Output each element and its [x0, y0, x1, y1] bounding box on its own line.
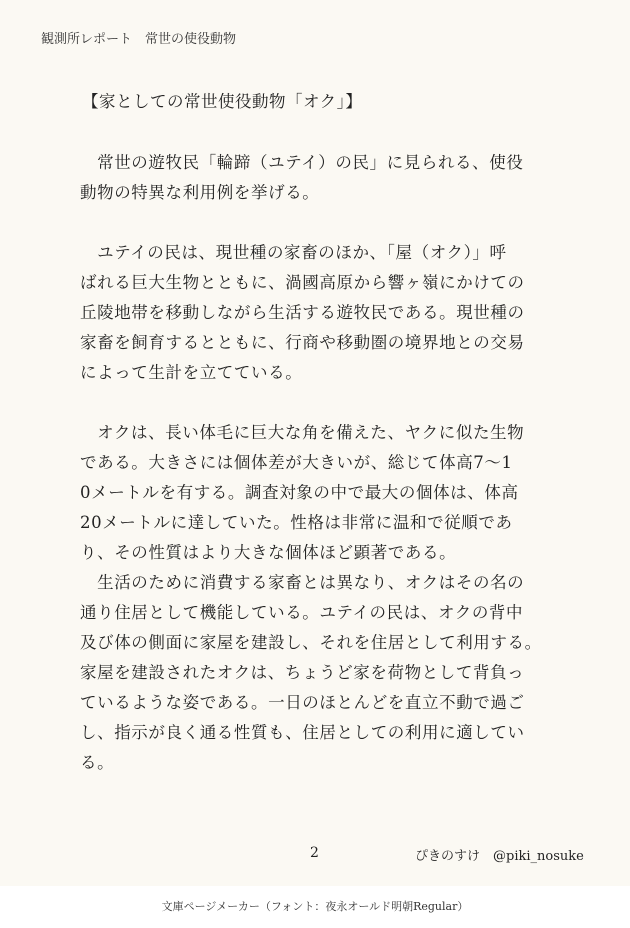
text-line: である。大きさには個体差が大きいが、総じて体高7〜1 — [80, 453, 513, 472]
text-line: 動物の特異な利用例を挙げる。 — [80, 183, 320, 202]
text-line: 常世の遊牧民「輪蹄（ユテイ）の民」に見られる、使役 — [80, 153, 524, 172]
text-line: 丘陵地帯を移動しながら生活する遊牧民である。現世種の — [80, 303, 525, 322]
text-line: 家畜を飼育するとともに、行商や移動圏の境界地との交易 — [80, 333, 525, 352]
report-header: 観測所レポート 常世の使役動物 — [41, 32, 237, 47]
body-text — [80, 148, 580, 778]
text-line: 及び体の側面に家屋を建設し、それを住居として利用する。 — [80, 633, 542, 652]
text-line: ユテイの民は、現世種の家畜のほか、「屋（オク）」呼 — [80, 243, 507, 262]
text-line: し、指示が良く通る性質も、住居としての利用に適してい — [80, 723, 525, 742]
text-line: ているような姿である。一日のほとんどを直立不動で過ご — [80, 693, 525, 712]
page-number: 2 — [310, 845, 319, 861]
text-line: 20メートルに達していた。性格は非常に温和で従順であ — [80, 513, 513, 532]
text-line: 家屋を建設されたオクは、ちょうど家を荷物として背負っ — [80, 663, 525, 682]
text-line: オクは、長い体毛に巨大な角を備えた、ヤクに似た生物 — [80, 423, 525, 442]
blank-line — [80, 208, 580, 238]
text-line: 通り住居として機能している。ユテイの民は、オクの背中 — [80, 603, 524, 622]
text-line: によって生計を立てている。 — [80, 363, 303, 382]
author-credit: ぴきのすけ @piki_nosuke — [415, 849, 584, 864]
text-line: ばれる巨大生物とともに、渦國高原から響ヶ嶺にかけての — [80, 273, 525, 292]
blank-line — [80, 388, 580, 418]
generator-credit: 文庫ページメーカー（フォント：夜永オールド明朝Regular） — [161, 900, 469, 913]
text-line: 生活のために消費する家畜とは異なり、オクはその名の — [80, 573, 525, 592]
text-line: 0メートルを有する。調査対象の中で最大の個体は、体高 — [80, 483, 519, 502]
section-title: 【家としての常世使役動物「オク」】 — [82, 92, 363, 111]
text-line: り、その性質はより大きな個体ほど顕著である。 — [80, 543, 457, 562]
text-line: る。 — [80, 753, 115, 772]
